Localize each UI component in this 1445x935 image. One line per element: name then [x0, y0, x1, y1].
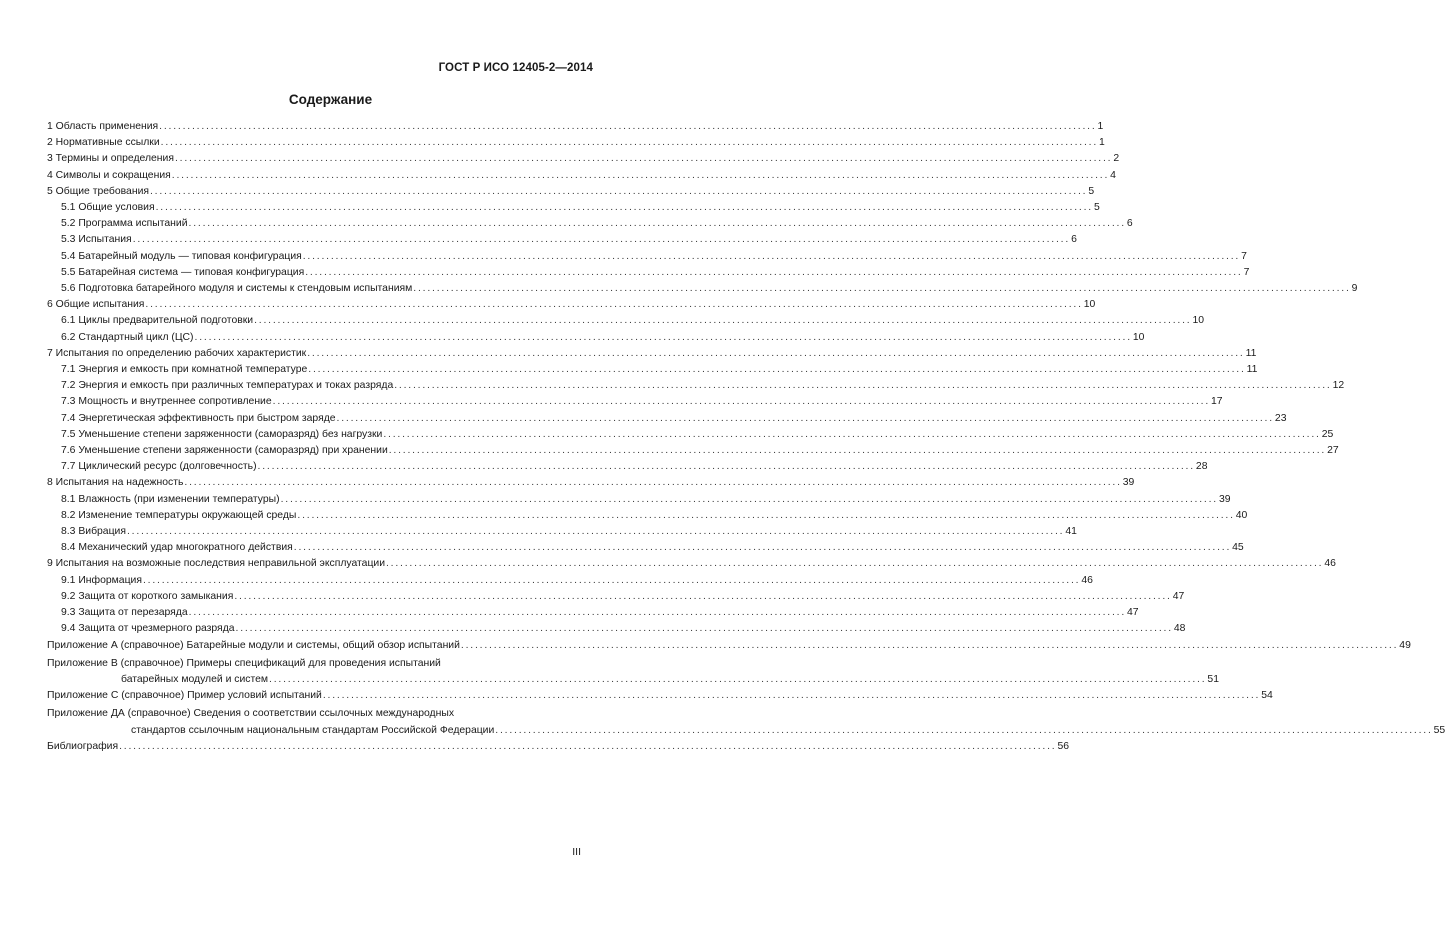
- leader-dots: ........................................................................................................................................................................................................: [145, 299, 1083, 311]
- leader-dots: ........................................................................................................................................................................................................: [336, 412, 1274, 424]
- toc-entry[interactable]: [47, 459, 1208, 475]
- toc-entry-bibliography[interactable]: [47, 739, 1070, 755]
- toc-entry[interactable]: [47, 232, 1077, 248]
- toc-entry-label: 9.1 Информация: [61, 574, 142, 586]
- toc-entry-annex-da[interactable]: [47, 706, 1445, 738]
- toc-entry-page: 2: [1113, 153, 1120, 165]
- toc-entry-label: 7.1 Энергия и емкость при комнатной температуре: [61, 364, 308, 376]
- leader-dots: ........................................................................................................................................................................................................: [383, 428, 1321, 440]
- leader-dots: ........................................................................................................................................................................................................: [460, 639, 1399, 651]
- toc-entry-label: 3 Термины и определения: [47, 153, 174, 165]
- toc-entry-label: 5.2 Программа испытаний: [61, 218, 188, 230]
- toc-entry[interactable]: [47, 508, 1248, 524]
- toc-entry-page: 11: [1246, 364, 1258, 376]
- toc-entry-page: 6: [1071, 234, 1077, 246]
- leader-dots: ........................................................................................................................................................................................................: [174, 153, 1113, 165]
- toc-entry-page: 55: [1433, 724, 1445, 736]
- toc-entry[interactable]: [47, 265, 1250, 281]
- toc-entry-label-continued: стандартов ссылочным национальным стандартам Российской Федерации: [131, 724, 495, 736]
- leader-dots: ........................................................................................................................................................................................................: [495, 724, 1433, 736]
- toc-entry-label: 8 Испытания на надежность: [47, 477, 184, 489]
- toc-entry-label: 6.1 Циклы предварительной подготовки: [61, 315, 254, 327]
- toc-entry[interactable]: [47, 119, 1104, 135]
- toc-entry-page: 46: [1324, 558, 1336, 570]
- toc-entry-page: 5: [1093, 202, 1100, 214]
- toc-entry-page: 12: [1332, 380, 1345, 392]
- toc-entry[interactable]: [47, 621, 1186, 637]
- leader-dots: ........................................................................................................................................................................................................: [308, 364, 1246, 376]
- toc-entry-page: 7: [1243, 266, 1250, 278]
- leader-dots: ........................................................................................................................................................................................................: [272, 396, 1211, 408]
- toc-entry-page: 23: [1274, 412, 1287, 424]
- toc-entry-label: 8.4 Механический удар многократного действия: [61, 542, 293, 554]
- leader-dots: ........................................................................................................................................................................................................: [257, 461, 1195, 473]
- toc-entry-label: Библиография: [47, 740, 119, 752]
- toc-entry-label: 7.3 Мощность и внутреннее сопротивление: [61, 396, 272, 408]
- leader-dots: ........................................................................................................................................................................................................: [254, 315, 1192, 327]
- toc-entry-page: 9: [1351, 283, 1358, 295]
- toc-entry[interactable]: [47, 281, 1358, 297]
- toc-entry-label: 7.2 Энергия и емкость при различных температурах и токах разряда: [61, 380, 394, 392]
- leader-dots: ........................................................................................................................................................................................................: [119, 740, 1057, 752]
- leader-dots: ........................................................................................................................................................................................................: [194, 331, 1132, 343]
- toc-entry-label: Приложение А (справочное) Батарейные модули и системы, общий обзор испытаний: [47, 639, 460, 651]
- toc-entry-label: 8.1 Влажность (при изменении температуры): [61, 493, 280, 505]
- toc-entry-label: Приложение В (справочное) Примеры спецификаций для проведения испытаний: [47, 657, 441, 669]
- toc-entry-page: 27: [1327, 445, 1339, 457]
- toc-entry-page: 40: [1235, 509, 1248, 521]
- toc-entry[interactable]: [47, 135, 1105, 151]
- toc-entry-page: 10: [1132, 331, 1145, 343]
- toc-entry-label: 5 Общие требования: [47, 185, 149, 197]
- toc-entry[interactable]: [47, 297, 1096, 313]
- leader-dots: ........................................................................................................................................................................................................: [132, 234, 1071, 246]
- toc-entry-label: 9.2 Защита от короткого замыкания: [61, 590, 234, 602]
- toc-entry-label: 8.2 Изменение температуры окружающей среды: [61, 509, 297, 521]
- toc-entry-page: 47: [1172, 590, 1185, 602]
- leader-dots: ........................................................................................................................................................................................................: [171, 169, 1110, 181]
- toc-entry-page: 6: [1126, 218, 1133, 230]
- toc-entry-annex-c[interactable]: [47, 688, 1273, 704]
- leader-dots: ........................................................................................................................................................................................................: [188, 218, 1126, 230]
- toc-entry[interactable]: [47, 492, 1231, 508]
- toc-entry[interactable]: [47, 394, 1223, 410]
- toc-entry-page: 10: [1192, 315, 1205, 327]
- toc-entry[interactable]: [47, 427, 1334, 443]
- toc-entry[interactable]: [47, 249, 1247, 265]
- toc-entry-page: 46: [1081, 574, 1093, 586]
- leader-dots: ........................................................................................................................................................................................................: [394, 380, 1332, 392]
- toc-entry-page: 1: [1099, 137, 1105, 149]
- leader-dots: ........................................................................................................................................................................................................: [150, 185, 1088, 197]
- toc-entry-label: 2 Нормативные ссылки: [47, 137, 160, 149]
- toc-entry-label: 7.4 Энергетическая эффективность при быстром заряде: [61, 412, 336, 424]
- toc-entry[interactable]: [47, 313, 1205, 329]
- leader-dots: ........................................................................................................................................................................................................: [160, 137, 1099, 149]
- toc-entry-annex-b[interactable]: [47, 656, 1219, 688]
- leader-dots: ........................................................................................................................................................................................................: [386, 558, 1324, 570]
- toc-entry[interactable]: [47, 638, 1411, 654]
- toc-entry[interactable]: [47, 556, 1336, 572]
- toc-entry-page: 49: [1399, 639, 1411, 651]
- toc-entry-label: 7.7 Циклический ресурс (долговечность): [61, 461, 257, 473]
- leader-dots: ........................................................................................................................................................................................................: [305, 266, 1243, 278]
- toc-entry-label: 9 Испытания на возможные последствия неправильной эксплуатации: [47, 558, 385, 570]
- toc-entry-label: 4 Символы и сокращения: [47, 169, 171, 181]
- leader-dots: ........................................................................................................................................................................................................: [297, 509, 1235, 521]
- toc-entry-page: 17: [1211, 396, 1223, 408]
- toc-entry-page: 39: [1218, 493, 1231, 505]
- toc-entry-page: 1: [1097, 121, 1104, 132]
- toc-entry-page: 5: [1088, 185, 1095, 197]
- toc-entry[interactable]: [47, 346, 1257, 362]
- toc-entry[interactable]: [47, 475, 1135, 491]
- standard-code: ГОСТ Р ИСО 12405-2—2014: [438, 62, 593, 74]
- toc-entry[interactable]: [47, 151, 1120, 167]
- toc-entry[interactable]: [47, 216, 1133, 232]
- toc-entry-label: 5.3 Испытания: [61, 234, 132, 246]
- toc-entry-label: 6.2 Стандартный цикл (ЦС): [61, 331, 194, 343]
- leader-dots: ........................................................................................................................................................................................................: [235, 623, 1173, 635]
- leader-dots: ........................................................................................................................................................................................................: [388, 445, 1327, 457]
- toc-entry-label: 5.4 Батарейный модуль — типовая конфигурация: [61, 250, 302, 262]
- table-of-contents: [47, 119, 1445, 755]
- toc-entry-label: 7 Испытания по определению рабочих характеристик: [47, 347, 307, 359]
- leader-dots: ........................................................................................................................................................................................................: [307, 347, 1245, 359]
- toc-entry-label: 7.5 Уменьшение степени заряженности (саморазряд) без нагрузки: [61, 428, 383, 440]
- toc-entry[interactable]: [47, 540, 1244, 556]
- toc-entry[interactable]: [47, 411, 1287, 427]
- toc-entry-page: 25: [1321, 428, 1334, 440]
- toc-entry-label: 5.6 Подготовка батарейного модуля и системы к стендовым испытаниям: [61, 283, 413, 295]
- leader-dots: ........................................................................................................................................................................................................: [184, 477, 1122, 489]
- leader-dots: ........................................................................................................................................................................................................: [413, 283, 1351, 295]
- toc-entry-page: 7: [1241, 250, 1247, 262]
- leader-dots: ........................................................................................................................................................................................................: [159, 121, 1097, 132]
- leader-dots: ........................................................................................................................................................................................................: [126, 526, 1065, 538]
- toc-entry-page: 41: [1065, 526, 1077, 538]
- toc-entry-label: 9.4 Защита от чрезмерного разряда: [61, 623, 235, 635]
- leader-dots: ........................................................................................................................................................................................................: [142, 574, 1081, 586]
- toc-entry-page: 47: [1127, 607, 1139, 619]
- toc-entry-label: 8.3 Вибрация: [61, 526, 126, 538]
- leader-dots: ........................................................................................................................................................................................................: [155, 202, 1093, 214]
- toc-entry[interactable]: [47, 330, 1145, 346]
- toc-entry-label: Приложение С (справочное) Пример условий испытаний: [47, 690, 322, 702]
- toc-entry[interactable]: [47, 589, 1185, 605]
- toc-entry[interactable]: [47, 524, 1077, 540]
- toc-entry[interactable]: [47, 362, 1258, 378]
- toc-entry-page: 28: [1195, 461, 1208, 473]
- toc-entry-page: 39: [1122, 477, 1135, 489]
- page-number: III: [572, 846, 581, 858]
- toc-entry[interactable]: [47, 443, 1339, 459]
- leader-dots: ........................................................................................................................................................................................................: [302, 250, 1241, 262]
- toc-entry-label: 5.5 Батарейная система — типовая конфигурация: [61, 266, 305, 278]
- leader-dots: ........................................................................................................................................................................................................: [293, 542, 1232, 554]
- leader-dots: ........................................................................................................................................................................................................: [234, 590, 1172, 602]
- toc-entry-label: 7.6 Уменьшение степени заряженности (саморазряд) при хранении: [61, 445, 388, 457]
- toc-entry[interactable]: [47, 184, 1095, 200]
- toc-entry-page: 10: [1083, 299, 1096, 311]
- toc-entry[interactable]: [47, 168, 1116, 184]
- toc-entry-page: 56: [1057, 740, 1070, 752]
- leader-dots: ........................................................................................................................................................................................................: [280, 493, 1218, 505]
- toc-entry[interactable]: [47, 573, 1093, 589]
- toc-entry[interactable]: [47, 605, 1139, 621]
- toc-entry-label: Приложение ДА (справочное) Сведения о соответствии ссылочных международных: [47, 708, 455, 720]
- leader-dots: ........................................................................................................................................................................................................: [322, 690, 1261, 702]
- toc-entry-label-continued: батарейных модулей и систем: [121, 673, 269, 685]
- toc-entry-page: 4: [1110, 169, 1116, 181]
- toc-entry-label: 5.1 Общие условия: [61, 202, 155, 214]
- toc-entry-page: 54: [1261, 690, 1273, 702]
- leader-dots: ........................................................................................................................................................................................................: [269, 673, 1207, 685]
- toc-entry-page: 45: [1232, 542, 1244, 554]
- toc-entry-label: 6 Общие испытания: [47, 299, 145, 311]
- toc-entry-page: 11: [1245, 347, 1257, 359]
- toc-entry-label: 9.3 Защита от перезаряда: [61, 607, 188, 619]
- page-title: Содержание: [288, 92, 373, 107]
- toc-entry-label: 1 Область применения: [47, 121, 159, 132]
- toc-entry-page: 51: [1207, 673, 1219, 685]
- toc-entry[interactable]: [47, 378, 1345, 394]
- toc-entry[interactable]: [47, 200, 1100, 216]
- leader-dots: ........................................................................................................................................................................................................: [188, 607, 1127, 619]
- toc-entry-page: 48: [1173, 623, 1186, 635]
